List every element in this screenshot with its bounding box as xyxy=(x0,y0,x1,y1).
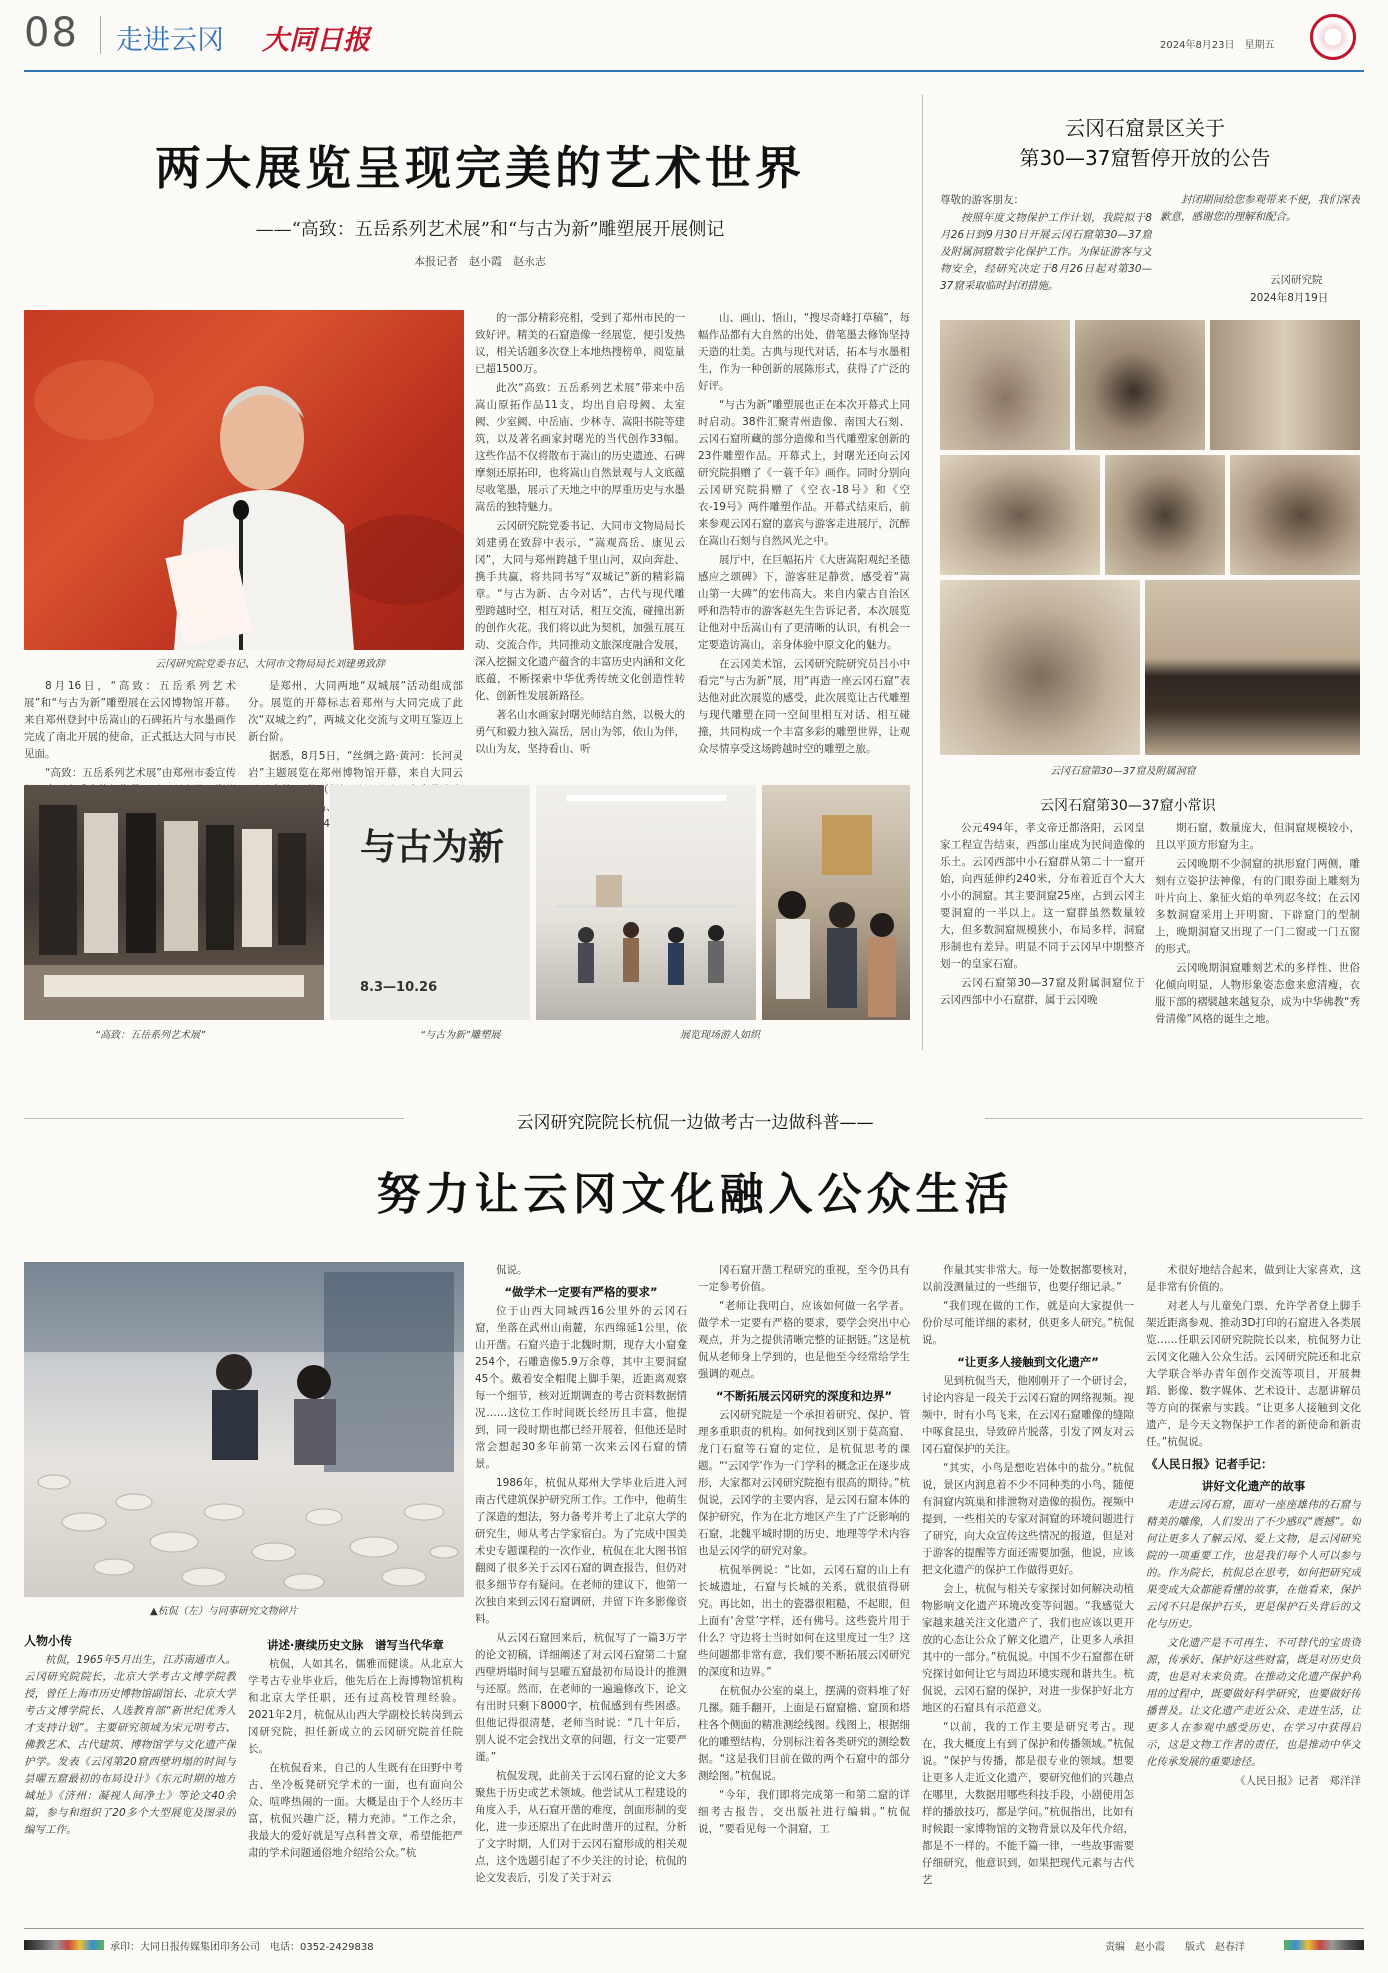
notice-body xyxy=(940,210,1152,310)
sculpture-hall-photo xyxy=(536,785,756,1020)
notice-title-line1: 云冈石窟景区关于 xyxy=(1065,116,1225,140)
paragraph: 在杭侃看来，自己的人生既有在田野中考古、坐冷板凳研究学术的一面，也有面向公众、喧哗热闹的一面。大概是由于个人经历丰富，杭侃兴趣广泛，精力充沛。“工作之余，我最大的爱好就是写点科普文章，希望能把严肃的学术问题通俗地介绍给公众。”杭 xyxy=(248,1762,463,1859)
paragraph: 山、画山、悟山，“搜尽奇峰打草稿”，每幅作品都有大自然的出处，借笔墨去修饰坚持天造的壮美。古典与现代对话，拓本与水墨相生，作为一种创新的展陈形式，获得了广泛的好评。 xyxy=(698,312,910,392)
paragraph: 展厅中，在巨幅拓片《大唐嵩阳观纪圣德感应之颂碑》下，游客驻足静赏，感受着“嵩山第一大碑”的宏伟高大。来自内蒙古自治区呼和浩特市的游客赵先生告诉记者，本次展览让他对中岳嵩山有了更清晰的认识，有机会一定要造访嵩山，亲身体验中原文化的魅力。 xyxy=(698,554,910,651)
article2-col2 xyxy=(475,1262,687,1914)
notice-signer: 云冈研究院 xyxy=(1270,274,1323,286)
knowledge-col2 xyxy=(1155,820,1360,1045)
subheading: 讲述·赓续历史文脉 谱写当代华章 xyxy=(267,1638,444,1652)
paragraph: 对老人与儿童免门票、允许学者登上脚手架近距离参观、推动3D打印的石窟进入各类展览……任职云冈研究院院长以来，杭侃努力让云冈文化融入公众生活。云冈研究院还和北京大学联合举办青年创作交流等项目，开展舞蹈、影像、数字媒体、艺术设计、志愿讲解员等方向的探索与实践。“让更多人接触到文化遗产，是今天文物保护工作者的新使命和新责任。”杭侃说。 xyxy=(1146,1300,1361,1448)
paragraph: 冈石窟开凿工程研究的重视，至今仍具有一定参考价值。 xyxy=(698,1264,910,1293)
paragraph: 此次“高致：五岳系列艺术展”带来中岳嵩山原拓作品11支，均出自启母阙、太室阙、少室阙、中岳庙、少林寺、嵩阳书院等建筑，以及著名画家封曙光的当代创作33幅。这些作品不仅将散布于嵩山的历史遗迹、石碑摩刻还原拓印，也将嵩山自然景观与人文底蕴尽收笔墨，展示了天地之中的厚重历史与水墨嵩岳的独特魅力。 xyxy=(475,382,685,513)
issue-date: 2024年8月23日 星期五 xyxy=(1160,40,1275,51)
footer-editor: 责编 赵小霞 版式 赵春洋 xyxy=(1105,1942,1245,1953)
rubbings-illustration xyxy=(24,785,324,1020)
section-divider-right xyxy=(985,1118,1363,1119)
paragraph: “今年，我们即将完成第一和第二窟的详细考古报告，交出版社进行编辑。”杭侃说，“要看见每一个洞窟，工 xyxy=(698,1789,910,1835)
paragraph: 在杭侃办公室的桌上，摆满的资料堆了好几摞。随手翻开，上面是石窟窟檐、窟顶和塔柱各个侧面的精准测绘线图。线图上，根据细化的雕塑结构，分别标注着各类研究的测绘数据。“这是我们目前在做的两个石窟中的部分测绘图。”杭侃说。 xyxy=(698,1685,910,1782)
paragraph: 云冈石窟第30—37窟及附属洞窟位于云冈西部中小石窟群，属于云冈晚 xyxy=(940,977,1145,1006)
paragraph: 杭侃，1965年5月出生，江苏南通市人。云冈研究院院长，北京大学考古文博学院教授，曾任上海市历史博物馆副馆长、北京大学考古文博学院长、人选教育部“新世纪优秀人才支持计划”。主要研究领域为宋元明考古、佛教艺术、古代建筑、博物馆学与文化遗产保护学。发表《云冈第20窟西壁坍塌的时间与昙曜五窟最初的布局设计》《东元时期的地方城址》《济州：凝视人间净土》等论文40余篇，参与和组织了20多个大型展览及图录的编写工作。 xyxy=(24,1654,236,1836)
paragraph: 封闭期间给您参观带来不便，我们深表歉意，感谢您的理解和配合。 xyxy=(1160,194,1360,223)
footer-color-bar-right xyxy=(1284,1940,1364,1950)
page-number: 08 xyxy=(24,10,79,56)
paragraph: “我们现在做的工作，就是向大家提供一份价尽可能详细的素材，供更多人研究。”杭侃说。 xyxy=(922,1300,1134,1346)
header-rule xyxy=(24,70,1364,72)
knowledge-title: 云冈石窟第30—37窟小常识 xyxy=(1040,798,1216,814)
author-credit: 《人民日报》记者 郑洋洋 xyxy=(1235,1775,1361,1787)
crowd-photo-caption: 展览现场游人如织 xyxy=(680,1030,760,1041)
notice-sign-date: 2024年8月19日 xyxy=(1250,292,1329,304)
grotto-photo-6 xyxy=(1230,455,1360,575)
hall-visitors-illustration xyxy=(536,785,756,1020)
paragraph: 期石窟，数量庞大，但洞窟规模较小，且以平顶方形窟为主。 xyxy=(1155,822,1360,851)
crowd-illustration xyxy=(762,785,910,1020)
paragraph: “高致：五岳系列艺术展”由郑州市委宣传 xyxy=(45,767,236,779)
visitors-crowd-photo xyxy=(762,785,910,1020)
section-name: 走进云冈 xyxy=(116,25,224,56)
paragraph: 会上，杭侃与相关专家探讨如何解决动植物影响文化遗产环境改变等问题。“我感觉大家越来越关注文化遗产了，我们也应该以更开放的心态让公众了解文化遗产，让更多人承担其中的一部分。”杭侃说。中国不少石窟都在研究探讨如何让它与周边环境实现和谐共生。杭侃说，云冈石窟的保护，对进一步保护好北方地区的石窟具有示范意义。 xyxy=(922,1583,1134,1714)
paragraph: “老师让我明白，应该如何做一名学者。做学术一定要有严格的要求，要学会突出中心观点，并为之提供清晰完整的证据链。”这是杭侃从老师身上学到的，也是他至今经常给学生强调的观点。 xyxy=(698,1300,910,1380)
paragraph: 著名山水画家封曙光师结自然，以极大的勇气和毅力独入嵩岳，居山为邻，依山为伴，以山为友，坚持看山、听 xyxy=(475,709,685,755)
article2-col4 xyxy=(922,1262,1134,1914)
newspaper-emblem-icon xyxy=(1310,14,1356,60)
footer-publisher: 承印：大同日报传媒集团印务公司 电话：0352-2429838 xyxy=(110,1942,374,1953)
paragraph: 文化遗产是不可再生、不可替代的宝贵资源，传承好、保护好这些财富，既是对历史负责，也是对未来负责。在推动文化遗产保护利用的过程中，既要做好科学研究，也要做好传播普及。让文化遗产走近公众、走进生活，让更多人在参观中感受历史、在学习中获得启示，这是文物工作者的责任，也是推动中华文化传承发展的重要途径。 xyxy=(1146,1637,1361,1768)
paragraph: 1986年，杭侃从郑州大学毕业后进入河南古代建筑保护研究所工作。工作中，他萌生了深造的想法，努力备考并考上了北京大学的研究生，师从考古学家宿白。为了完成中国美术史专题课程的一次作业，杭侃在北大图书馆翻阅了很多关于云冈石窟的调查报告，但仍对很多细节存有疑问。在老师的建议下，他第一次独自来到云冈石窟调研，并留下许多影像资料。 xyxy=(475,1477,687,1625)
grotto-photo-5 xyxy=(1105,455,1225,575)
paragraph: 公元494年，孝文帝迁都洛阳，云冈皇家工程宣告结束，西部山崖成为民间造像的乐土。云冈西部中小石窟群从第二十一窟开始，向西延伸约240米，分布着近百个大大小小的洞窟。其主要洞窟25座，占到云冈主要洞窟的一半以上。这一窟群虽然数量较大，但多数洞窟规模狭小，布局多样，洞窟形制也有差异。明显不同于云冈早中期整齐划一的皇家石窟。 xyxy=(940,822,1145,970)
article1-title: 两大展览呈现完美的艺术世界 xyxy=(155,141,805,195)
subheading: “让更多人接触到文化遗产” xyxy=(957,1355,1099,1369)
subheading: “不断拓展云冈研究的深度和边界” xyxy=(715,1389,893,1403)
rubbings-photo-caption: “高致：五岳系列艺术展” xyxy=(95,1030,206,1041)
column-divider xyxy=(922,95,923,1050)
article1-byline: 本报记者 赵小霞 赵永志 xyxy=(414,255,546,268)
article2-col5 xyxy=(1146,1262,1361,1914)
section-divider-left xyxy=(24,1118,404,1119)
researchers-photo-caption: ▲杭侃（左）与同事研究文物碎片 xyxy=(150,1606,298,1617)
paragraph: 见到杭侃当天，他刚刚开了一个研讨会，讨论内容是一段关于云冈石窟的网络视频。视频中，时有小鸟飞来，在云冈石窟雕像的缝隙中啄食昆虫，导致碎片脱落，引发了网友对云冈石窟保护的关注。 xyxy=(922,1375,1134,1455)
paragraph: 在云冈美术馆，云冈研究院研究员吕小中看完“与古为新”展，用“再造一座云冈石窟”表达他对此次展览的感受，此次展览让古代雕塑与现代雕塑在同一空间里相互对话、相互碰撞，共同构成一个丰富多彩的雕塑世界，让观众尽情享受这场跨越时空的雕塑之旅。 xyxy=(698,658,910,755)
paragraph: 杭侃举例说：“比如，云冈石窟的山上有长城遗址，石窟与长城的关系，就很值得研究。再比如，出土的瓷器很粗糙，不起眼，但上面有‘舍堂’字样，还有佛号。这些瓷片用于什么？守边将士当时如何在这里度过一生？这些问题都非常有意，我们要不断拓展云冈研究的深度和边界。” xyxy=(698,1564,910,1678)
paragraph: “与古为新”雕塑展也正在本次开幕式上同时启动。38件汇聚青州造像、南国大石刻、云冈石窟所藏的部分造像和当代雕塑家创新的23件雕塑作品。开幕式上，封曙光还向云冈研究院捐赠了《一蓑千年》画作。同时分别向云冈研究院捐赠了《空衣-18号》和《空衣-19号》两件雕塑作品。开幕式结束后，前来参观云冈石窟的嘉宾与游客走进展厅，沉醉在嵩山石刻与自然风光之中。 xyxy=(698,399,910,547)
grotto-photo-7 xyxy=(940,580,1140,755)
article1-subtitle: ——“高致：五岳系列艺术展”和“与古为新”雕塑展开展侧记 xyxy=(255,219,725,240)
paragraph: 作量其实非常大。每一处数据都要核对，以前没测量过的一些细节，也要仔细记录。” xyxy=(922,1264,1134,1293)
paragraph: 据悉，8月5日，“丝绸之路·黄河：长河灵岩”主题展览在郑州博物馆开幕，来自大同云 印展品、相关 024中 xyxy=(248,750,463,830)
paragraph: 走进云冈石窟，面对一座座雄伟的石窟与精美的雕像，人们发出了不少感叹“震撼”。如何让更多人了解云冈、爱上文物，是云冈研究院的一项重要工作，也是我们每个人可以参与的。作为院长，杭侃总在思考，如何把研究成果变成大众都能看懂的故事，在他看来，保护云冈不只是保护石头，更是保护石头背后的文化与历史。 xyxy=(1146,1499,1361,1630)
yuguweixin-poster-photo xyxy=(330,785,530,1020)
header-separator xyxy=(100,16,101,54)
paragraph: 云冈晚期洞窟雕刻艺术的多样性、世俗化倾向明显，人物形象姿态愈来愈清瘦，衣服下部的褶襞越来越复杂，成为中华佛教“秀骨清像”风格的诞生之地。 xyxy=(1155,962,1360,1025)
paragraph: 云冈研究院是一个承担着研究、保护、管理多重职责的机构。如何找到区别于莫高窟、龙门石窟等石窟的定位，是杭侃思考的课题。“‘云冈学’作为一门学科的概念正在逐步成形，大家都对云冈研究院抱有很高的期待。”杭侃说，云冈学的主要内容，是云冈石窟本体的保护研究，作为在北方地区产生了广泛影响的石窟，北魏平城时期的历史、地理等学术内容也是云冈学的研究对象。 xyxy=(698,1409,910,1557)
grotto-photo-3 xyxy=(1210,320,1360,450)
notice-salutation: 尊敬的游客朋友： xyxy=(940,194,1024,206)
grotto-photo-1 xyxy=(940,320,1070,450)
speaker-illustration xyxy=(24,310,464,650)
poster-date: 8.3—10.26 xyxy=(360,980,438,995)
newspaper-logo: 大同日报 xyxy=(262,25,370,56)
bio-body xyxy=(24,1652,236,1914)
notes-label: 《人民日报》记者手记： xyxy=(1146,1457,1273,1471)
knowledge-col1 xyxy=(940,820,1145,1045)
grotto-photo-2 xyxy=(1075,320,1205,450)
article2-kicker: 云冈研究院院长杭侃一边做考古一边做科普—— xyxy=(516,1113,874,1133)
bio-title: 人物小传 xyxy=(24,1634,73,1648)
paragraph: 云冈研究院党委书记、大同市文物局局长刘建勇在致辞中表示，“嵩观高岳、康见云冈”，大同与郑州跨越千里山河，双向奔赴、携手共赢，将共同书写“双城记”新的精彩篇章。“与古为新、古今对话”，古代与现代雕塑跨越时空，相互对话，相互交流，碰撞出新的创作火花。我们将以此为契机，加强互展互动、交流合作，共同推动文旅深度融合发展，深入挖掘文化遗产蕴含的丰富历史内涵和文化底蕴，不断探索中华优秀传统文化创造性转化、创新性发展新路径。 xyxy=(475,520,685,702)
notice-title-line2: 第30—37窟暂停开放的公告 xyxy=(1019,146,1271,170)
sculpture-photo-caption: “与古为新”雕塑展 xyxy=(420,1030,501,1041)
subheading: “做学术一定要有严格的要求” xyxy=(504,1285,658,1299)
footer-rule xyxy=(24,1928,1364,1929)
paragraph: 从云冈石窟回来后，杭侃写了一篇3万字的论文初稿，详细阐述了对云冈石窟第二十窟西壁坍塌时间与昙曜五窟最初布局设计的推测与还原。然而，在老师的一遍遍修改下，论文有出时只剩下8000字，杭侃感到有些困惑。但他记得很清楚，老师当时说：“几十年后，别人说不定会找出文章的问题，行文一定要严谨。” xyxy=(475,1632,687,1763)
article1-col4 xyxy=(698,310,910,770)
grotto-photo-caption: 云冈石窟第30—37窟及附属洞窟 xyxy=(1050,766,1196,777)
researchers-photo xyxy=(24,1262,464,1597)
grotto-photo-8 xyxy=(1145,580,1360,755)
footer-color-bar-left xyxy=(24,1940,104,1950)
article2-col1 xyxy=(248,1632,463,1914)
researchers-illustration xyxy=(24,1262,464,1597)
speaker-photo-caption: 云冈研究院党委书记、大同市文物局局长刘建勇致辞 xyxy=(155,659,385,670)
paragraph: “其实，小鸟是想吃岩体中的盐分。”杭侃说，景区内润息着不少不同种类的小鸟，随便有洞窟内筑巢和排泄物对造像的损伤。视频中提到，一些相关的专家对洞窟的环境问题进行了研究，向大众宣传这些情况的报道，但是对于游客的提醒等方面还需要加强，他说，应该把文化遗产的保护工作做得更好。 xyxy=(922,1462,1134,1576)
paragraph: 杭侃，人如其名，儒雅而健谈。从北京大学考古专业毕业后，他先后在上海博物馆机构和北京大学任职，还有过高校管理经验。2021年2月，杭侃从山西大学副校长转岗到云冈研究院，担任新成立的云冈研究院首任院长。 xyxy=(248,1658,463,1755)
article2-col3 xyxy=(698,1262,910,1914)
speaker-photo xyxy=(24,310,464,650)
paragraph: 是郑州、大同两地“双城展”活动组成部分。展览的开幕标志着郑州与大同完成了此次“双城之约”，两城文化交流与文明互鉴迈上新台阶。 xyxy=(248,680,463,743)
paragraph: “以前，我的工作主要是研究考古。现在，我大概度上有到了保护和传播领域。”杭侃说。“保护与传播，都是很专业的领域。想要让更多人走近文化遗产，要研究他们的兴趣点在哪里，大数据用哪些科技手段，小剧使用怎样的播放技巧，都是学问。”杭侃指出，比如有时候跟一家博物馆的文物背景以及年代介绍，都是不一样的。不能千篇一律，一些故事需要仔细研究，他意识到，如果把现代元素与古代艺 xyxy=(922,1721,1134,1886)
poster-title: 与古为新 xyxy=(360,826,505,868)
paragraph: 云冈晚期不少洞窟的拱形窟门两侧，雕刻有立姿护法神像，有的门眼券面上雕刻为叶片向上、象征火焰的单列忍冬纹；在云冈多数洞窟采用上开明窗、下辟窟门的型制上，晚期洞窟又出现了一门二窗或一门五窗的形式。 xyxy=(1155,858,1360,955)
exhibition-rubbings-photo xyxy=(24,785,324,1020)
paragraph: 杭侃发现，此前关于云冈石窟的论文大多聚焦于历史或艺术领域。他尝试从工程建设的角度入手，从石窟开凿的难度，剖面形制的变化，进一步还原出了在此时凿开的过程，分析了文字时期，人们对于云冈石窟形成的相关观点，这个选题引起了不少关注的讨论，杭侃的论文发表后，引发了关于对云 xyxy=(475,1770,687,1884)
paragraph: 的一部分精彩亮相，受到了郑州市民的一致好评。精美的石窟造像一经展览，便引发热议，相关话题多次登上本地热搜榜单，阅览量已超1500万。 xyxy=(475,312,685,375)
notice-body2 xyxy=(1160,192,1360,252)
paragraph: 位于山西大同城西16公里外的云冈石窟，坐落在武州山南麓，东西绵延1公里，依山开凿。石窟兴造于北魏时期，现存大小窟龛254个，石雕造像5.9万余尊，其中主要洞窟45个。戴着安全帽爬上脚手架，近距离观察每一个细节，核对近期调查的考古资料数据情况……这位工作时间既长经历且丰富，他提到，同一段时期也都已经开展着，但他还是时常会想起30多年前第一次来云冈石窟的情景。 xyxy=(475,1305,687,1470)
article1-col3 xyxy=(475,310,685,770)
paragraph: 术很好地结合起来，做到让大家喜欢，这是非常有价值的。 xyxy=(1146,1264,1361,1293)
paragraph: 侃说。 xyxy=(496,1264,528,1276)
paragraph: 8月16日，“高致：五岳系列艺术展”和“与古为新”雕塑展在云冈博物馆开幕。来自郑州登封中岳嵩山的石碑拓片与水墨画作完成了南北开展的使命，正式抵达大同与市民见面。 xyxy=(24,680,236,760)
paragraph: 按照年度文物保护工作计划，我院拟于8月26日到9月30日开展云冈石窟第30—37窟及附属洞窟数字化保护工作。为保证游客与文物安全，经研究决定于8月26日起对第30—37窟采取临时封闭措施。 xyxy=(940,212,1152,292)
article2-title: 努力让云冈文化融入公众生活 xyxy=(376,1169,1014,1220)
subheading: 讲好文化遗产的故事 xyxy=(1201,1479,1306,1493)
grotto-photo-4 xyxy=(940,455,1100,575)
